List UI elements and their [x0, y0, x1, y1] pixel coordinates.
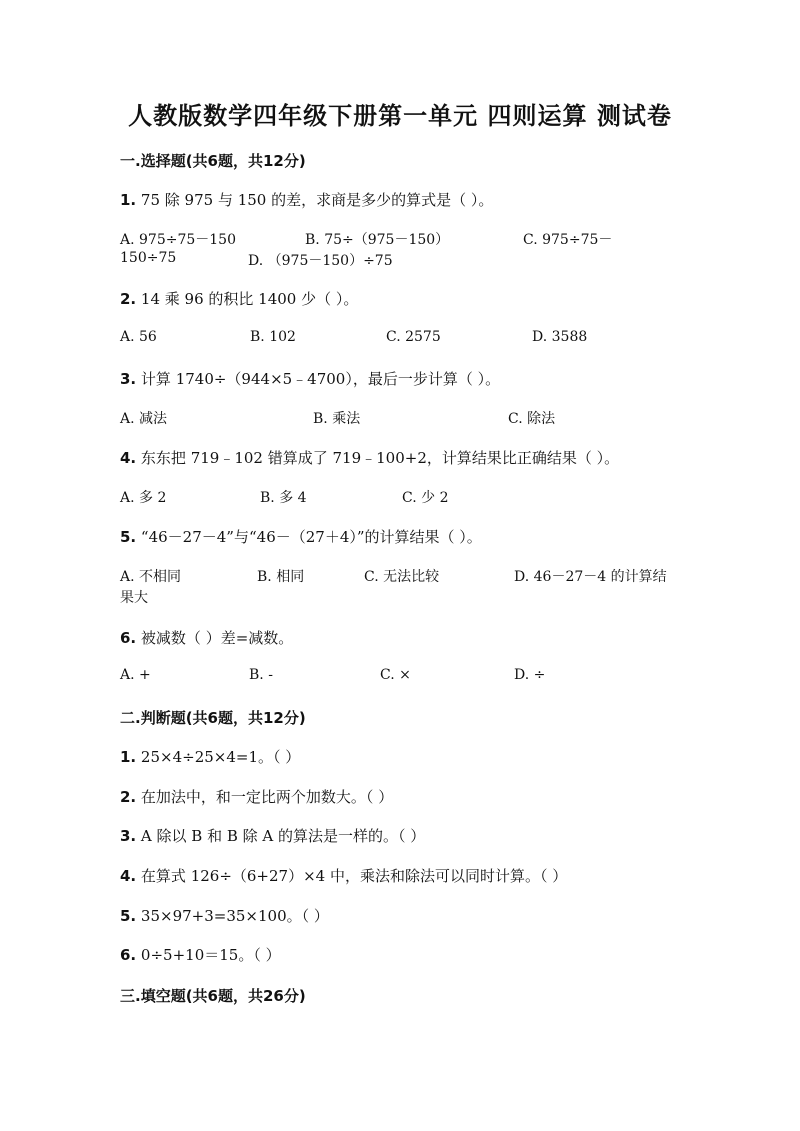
question-text: 东东把 719﹣102 错算成了 719﹣100+2，计算结果比正确结果（ ）。	[140, 449, 620, 467]
option-d: D. 46－27－4 的计算结	[514, 569, 667, 585]
judgement-6	[120, 944, 281, 965]
option-a: A. 56	[120, 329, 157, 345]
question-1	[120, 189, 493, 210]
option-d: D. （975－150）÷75	[248, 253, 393, 269]
section-heading-judgement: 二.判断题(共6题，共12分)	[120, 709, 306, 727]
question-number: 6.	[120, 946, 137, 964]
option-c: C. 除法	[508, 411, 556, 427]
judgement-3	[120, 825, 425, 846]
question-number: 2.	[120, 290, 137, 308]
option-c: C. ×	[380, 667, 411, 683]
question-text: 14 乘 96 的积比 1400 少（ ）。	[140, 290, 359, 308]
question-2	[120, 288, 358, 309]
question-number: 4.	[120, 449, 137, 467]
judgement-2	[120, 786, 393, 807]
option-b: B. -	[249, 667, 273, 683]
page-title: 人教版数学四年级下册第一单元 四则运算 测试卷	[128, 102, 672, 130]
option-b: B. 乘法	[313, 411, 361, 427]
option-c: C. 无法比较	[364, 569, 440, 585]
option-b: B. 相同	[257, 569, 305, 585]
option-a: A. 减法	[120, 411, 168, 427]
question-number: 4.	[120, 867, 137, 885]
question-3	[120, 368, 500, 389]
question-text: “46－27－4”与“46－（27＋4）”的计算结果（ ）。	[140, 528, 482, 546]
option-d-continued: 果大	[120, 590, 148, 606]
question-4	[120, 447, 619, 468]
section-heading-fill-blank: 三.填空题(共6题，共26分)	[120, 987, 306, 1005]
question-number: 1.	[120, 748, 137, 766]
option-a: A. +	[120, 667, 151, 683]
question-text: 被减数（ ）差=减数。	[140, 629, 294, 647]
question-number: 1.	[120, 191, 137, 209]
question-number: 3.	[120, 827, 137, 845]
option-a: A. 975÷75－150	[120, 232, 236, 248]
option-b: B. 102	[250, 329, 296, 345]
question-number: 2.	[120, 788, 137, 806]
question-number: 5.	[120, 907, 137, 925]
section-heading-choice: 一.选择题(共6题，共12分)	[120, 152, 306, 170]
judgement-1	[120, 746, 300, 767]
question-text: 25×4÷25×4=1。（ ）	[140, 748, 301, 766]
option-c-continued: 150÷75	[120, 250, 177, 266]
question-number: 3.	[120, 370, 137, 388]
question-text: 35×97+3=35×100。（ ）	[140, 907, 329, 925]
judgement-5	[120, 905, 329, 926]
option-a: A. 多 2	[120, 490, 167, 506]
judgement-4	[120, 865, 567, 886]
option-b: B. 多 4	[260, 490, 307, 506]
option-c: C. 2575	[386, 329, 441, 345]
question-6	[120, 627, 293, 648]
question-5	[120, 526, 482, 547]
question-text: 计算 1740÷（944×5﹣4700），最后一步计算（ ）。	[140, 370, 501, 388]
option-b: B. 75÷（975－150）	[305, 232, 450, 248]
question-text: A 除以 B 和 B 除 A 的算法是一样的。（ ）	[140, 827, 426, 845]
question-number: 6.	[120, 629, 137, 647]
option-d: D. ÷	[514, 667, 546, 683]
option-c: C. 少 2	[402, 490, 449, 506]
question-text: 在加法中，和一定比两个加数大。（ ）	[140, 788, 394, 806]
question-text: 在算式 126÷（6+27）×4 中，乘法和除法可以同时计算。（ ）	[140, 867, 568, 885]
question-text: 75 除 975 与 150 的差，求商是多少的算式是（ ）。	[140, 191, 494, 209]
question-text: 0÷5+10＝15。（ ）	[140, 946, 281, 964]
option-d: D. 3588	[532, 329, 588, 345]
option-c: C. 975÷75－	[523, 232, 613, 248]
option-a: A. 不相同	[120, 569, 182, 585]
question-number: 5.	[120, 528, 137, 546]
